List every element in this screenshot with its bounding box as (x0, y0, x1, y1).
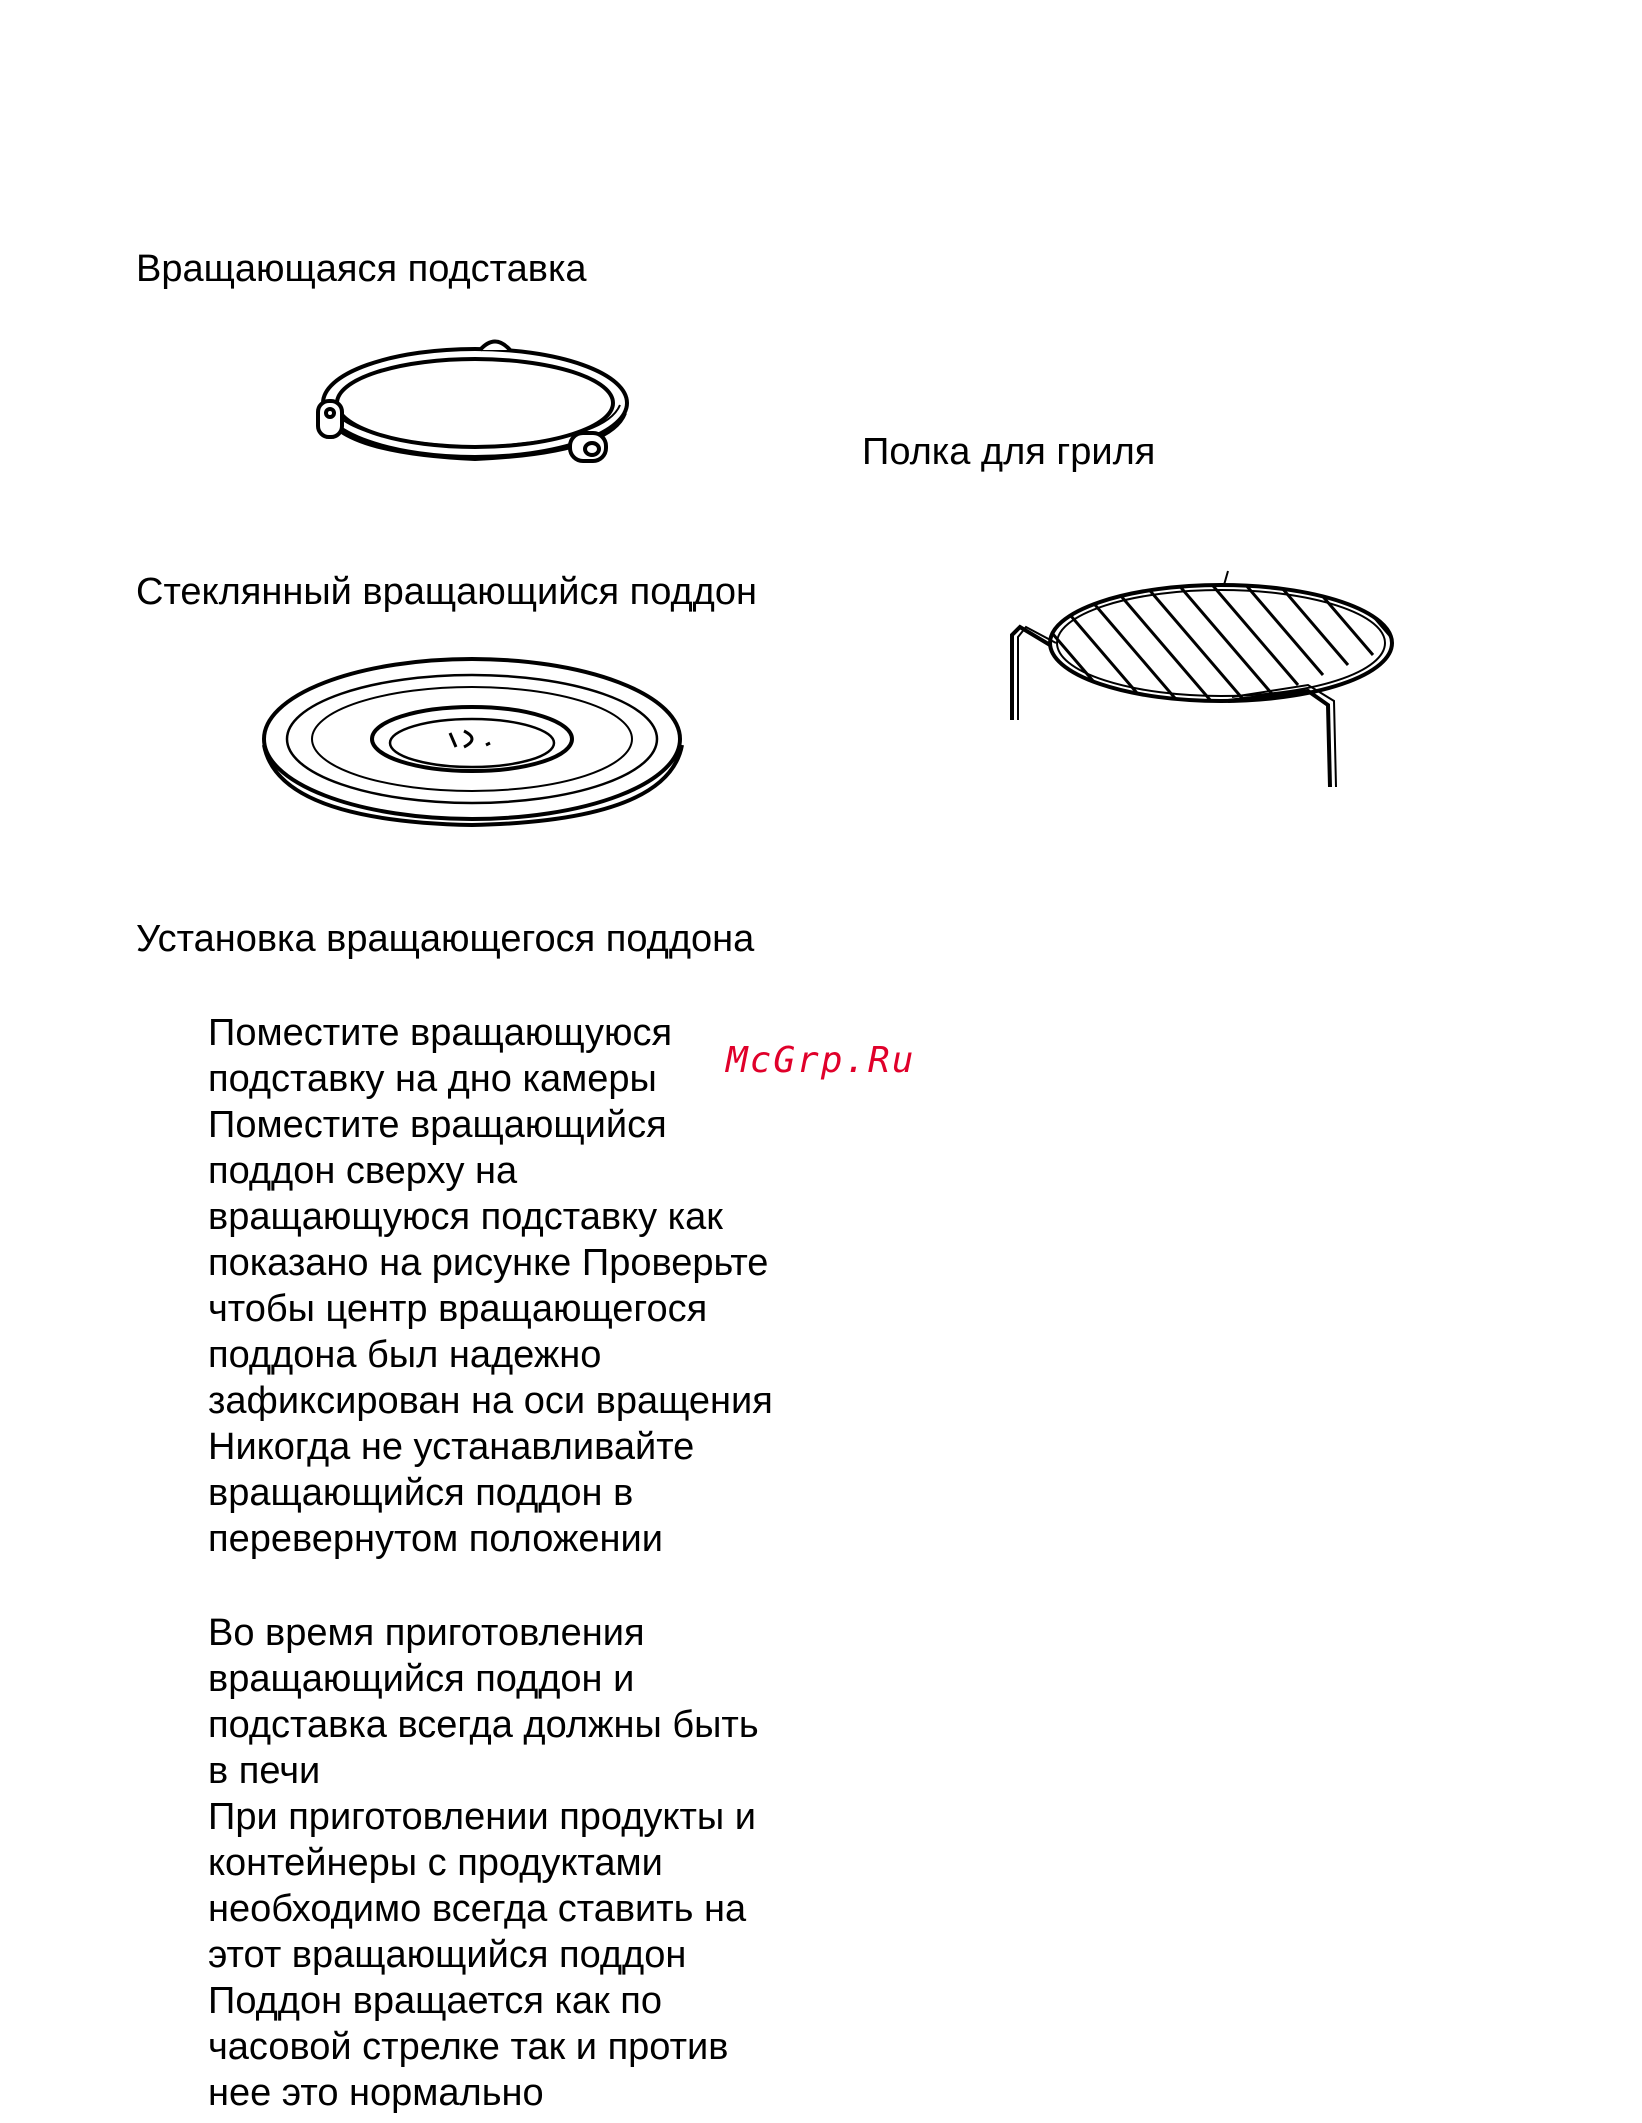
text-line: зафиксирован на оси вращения (208, 1380, 773, 1422)
cooking-instructions (208, 1610, 759, 2116)
text-line: часовой стрелке так и против (208, 2026, 729, 2068)
text-line: чтобы центр вращающегося (208, 1288, 708, 1330)
text-line: перевернутом положении (208, 1518, 663, 1560)
roller-ring-illustration (300, 325, 640, 475)
text-line: необходимо всегда ставить на (208, 1888, 747, 1930)
watermark: McGrp.Ru (726, 1040, 916, 1081)
text-line: вращающийся поддон и (208, 1658, 635, 1700)
text-line: показано на рисунке Проверьте (208, 1242, 769, 1284)
text-line: подставка всегда должны быть (208, 1704, 759, 1746)
text-line: подставку на дно камеры (208, 1058, 657, 1100)
text-line: этот вращающийся поддон (208, 1934, 687, 1976)
install-heading: Установка вращающегося поддона (136, 918, 755, 960)
text-line: нее это нормально (208, 2072, 544, 2114)
text-line: Никогда не устанавливайте (208, 1426, 695, 1468)
text-line: поддон сверху на (208, 1150, 518, 1192)
text-line: Поддон вращается как по (208, 1980, 662, 2022)
roller-ring-label: Вращающаяся подставка (136, 248, 587, 290)
glass-tray-label: Стеклянный вращающийся поддон (136, 571, 757, 613)
text-line: вращающуюся подставку как (208, 1196, 723, 1238)
text-line: поддона был надежно (208, 1334, 602, 1376)
text-line: Поместите вращающийся (208, 1104, 667, 1146)
text-line: Поместите вращающуюся (208, 1012, 673, 1054)
text-line: вращающийся поддон в (208, 1472, 634, 1514)
glass-tray-illustration (258, 655, 698, 830)
install-instructions (208, 1010, 773, 1562)
text-line: Во время приготовления (208, 1612, 645, 1654)
grill-rack-illustration (1008, 565, 1400, 795)
text-line: При приготовлении продукты и (208, 1796, 756, 1838)
text-line: контейнеры с продуктами (208, 1842, 663, 1884)
grill-rack-label: Полка для гриля (862, 431, 1156, 473)
text-line: в печи (208, 1750, 321, 1792)
